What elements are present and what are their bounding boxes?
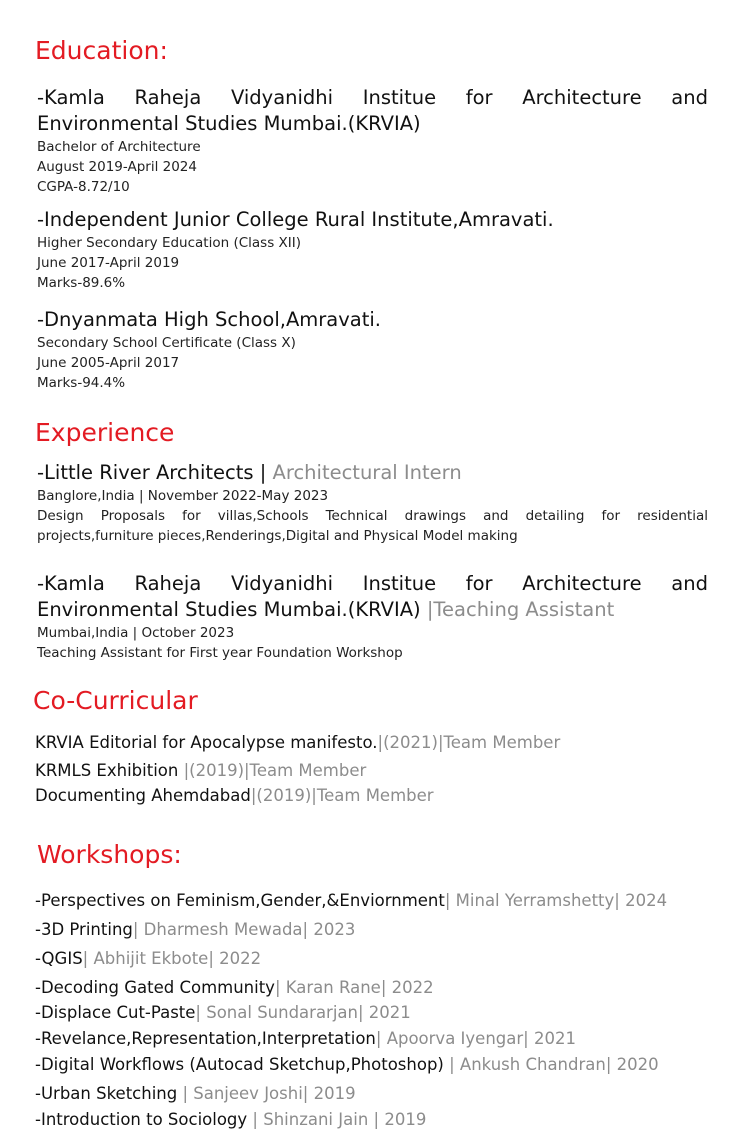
education-title-line1: -Kamla Raheja Vidyanidhi Institue for Architecture and [37, 86, 708, 109]
experience-location: Mumbai,India | October 2023 [37, 625, 235, 641]
experience-title-line2 [37, 597, 708, 623]
workshop-detail: | Abhijit Ekbote| 2022 [82, 949, 262, 968]
education-dates: August 2019-April 2024 [37, 159, 197, 175]
experience-heading: Experience [35, 418, 175, 447]
experience-company: Environmental Studies Mumbai.(KRVIA) [37, 598, 421, 621]
cocurricular-detail: |(2021)|Team Member [377, 733, 561, 752]
workshop-name: -3D Printing [35, 920, 133, 939]
experience-role: Architectural Intern [272, 461, 462, 484]
education-grade: Marks-94.4% [37, 375, 126, 391]
workshop-detail: | Minal Yerramshetty| 2024 [444, 891, 668, 910]
education-heading: Education: [35, 36, 168, 65]
education-title: -Dnyanmata High School,Amravati. [37, 308, 382, 331]
workshop-item [35, 1002, 411, 1024]
experience-description: Design Proposals for villas,Schools Technical drawings and detailing for residential projects,furniture pieces,Renderings,Digital and Physical Model making [37, 508, 708, 544]
workshop-item [35, 890, 667, 912]
cocurricular-detail: |(2019)|Team Member [250, 786, 434, 805]
workshop-detail: | Sonal Sundararjan| 2021 [195, 1003, 411, 1022]
workshop-name: -Displace Cut-Paste [35, 1003, 196, 1022]
education-title-line2: Environmental Studies Mumbai.(KRVIA) [37, 112, 421, 135]
education-dates: June 2017-April 2019 [37, 255, 180, 271]
education-title: -Independent Junior College Rural Institute,Amravati. [37, 208, 554, 231]
workshop-item [35, 948, 261, 970]
education-entry-krvia [37, 85, 708, 197]
workshop-item [35, 1083, 356, 1105]
workshop-name: -Revelance,Representation,Interpretation [35, 1029, 376, 1048]
education-grade: CGPA-8.72/10 [37, 179, 130, 195]
workshop-name: -Perspectives on Feminism,Gender,&Enviornment [35, 891, 445, 910]
workshop-item [35, 1028, 576, 1050]
education-entry-high-school [37, 307, 717, 393]
workshop-item [35, 919, 355, 941]
cocurricular-name: Documenting Ahemdabad [35, 786, 251, 805]
workshop-item [35, 1054, 659, 1076]
experience-description: Teaching Assistant for First year Foundation Workshop [37, 645, 403, 661]
cocurricular-item [35, 760, 366, 782]
workshop-name: -Digital Workflows (Autocad Sketchup,Photoshop) [35, 1055, 450, 1074]
education-dates: June 2005-April 2017 [37, 355, 180, 371]
workshop-name: -Decoding Gated Community [35, 978, 275, 997]
experience-role: |Teaching Assistant [420, 598, 615, 621]
workshop-item [35, 1109, 426, 1131]
education-degree: Secondary School Certificate (Class X) [37, 335, 296, 351]
experience-company: -Little River Architects [37, 461, 254, 484]
workshops-heading: Workshops: [37, 840, 182, 869]
workshop-detail: | Dharmesh Mewada| 2023 [132, 920, 356, 939]
education-entry-junior-college [37, 207, 717, 293]
experience-title-line1: -Kamla Raheja Vidyanidhi Institue for Architecture and [37, 572, 708, 595]
cocurricular-item [35, 785, 434, 807]
experience-entry-krvia [37, 571, 708, 663]
experience-entry-little-river [37, 460, 708, 546]
cocurricular-name: KRVIA Editorial for Apocalypse manifesto. [35, 733, 378, 752]
workshop-detail: | Sanjeev Joshi| 2019 [182, 1084, 356, 1103]
education-grade: Marks-89.6% [37, 275, 126, 291]
experience-location: Banglore,India | November 2022-May 2023 [37, 488, 329, 504]
workshop-detail: | Karan Rane| 2022 [274, 978, 434, 997]
workshop-detail: | Ankush Chandran| 2020 [449, 1055, 659, 1074]
cocurricular-name: KRMLS Exhibition [35, 761, 184, 780]
cocurricular-item [35, 732, 560, 754]
workshop-detail: | Apoorva Iyengar| 2021 [375, 1029, 576, 1048]
cocurricular-detail: |(2019)|Team Member [183, 761, 367, 780]
workshop-detail: | Shinzani Jain | 2019 [252, 1110, 427, 1129]
education-degree: Higher Secondary Education (Class XII) [37, 235, 302, 251]
workshop-name: -Urban Sketching [35, 1084, 183, 1103]
cocurricular-heading: Co-Curricular [33, 686, 198, 715]
workshop-name: -QGIS [35, 949, 83, 968]
experience-separator: | [253, 461, 273, 484]
workshop-item [35, 977, 434, 999]
education-degree: Bachelor of Architecture [37, 139, 201, 155]
workshop-name: -Introduction to Sociology [35, 1110, 253, 1129]
experience-title [37, 460, 708, 486]
